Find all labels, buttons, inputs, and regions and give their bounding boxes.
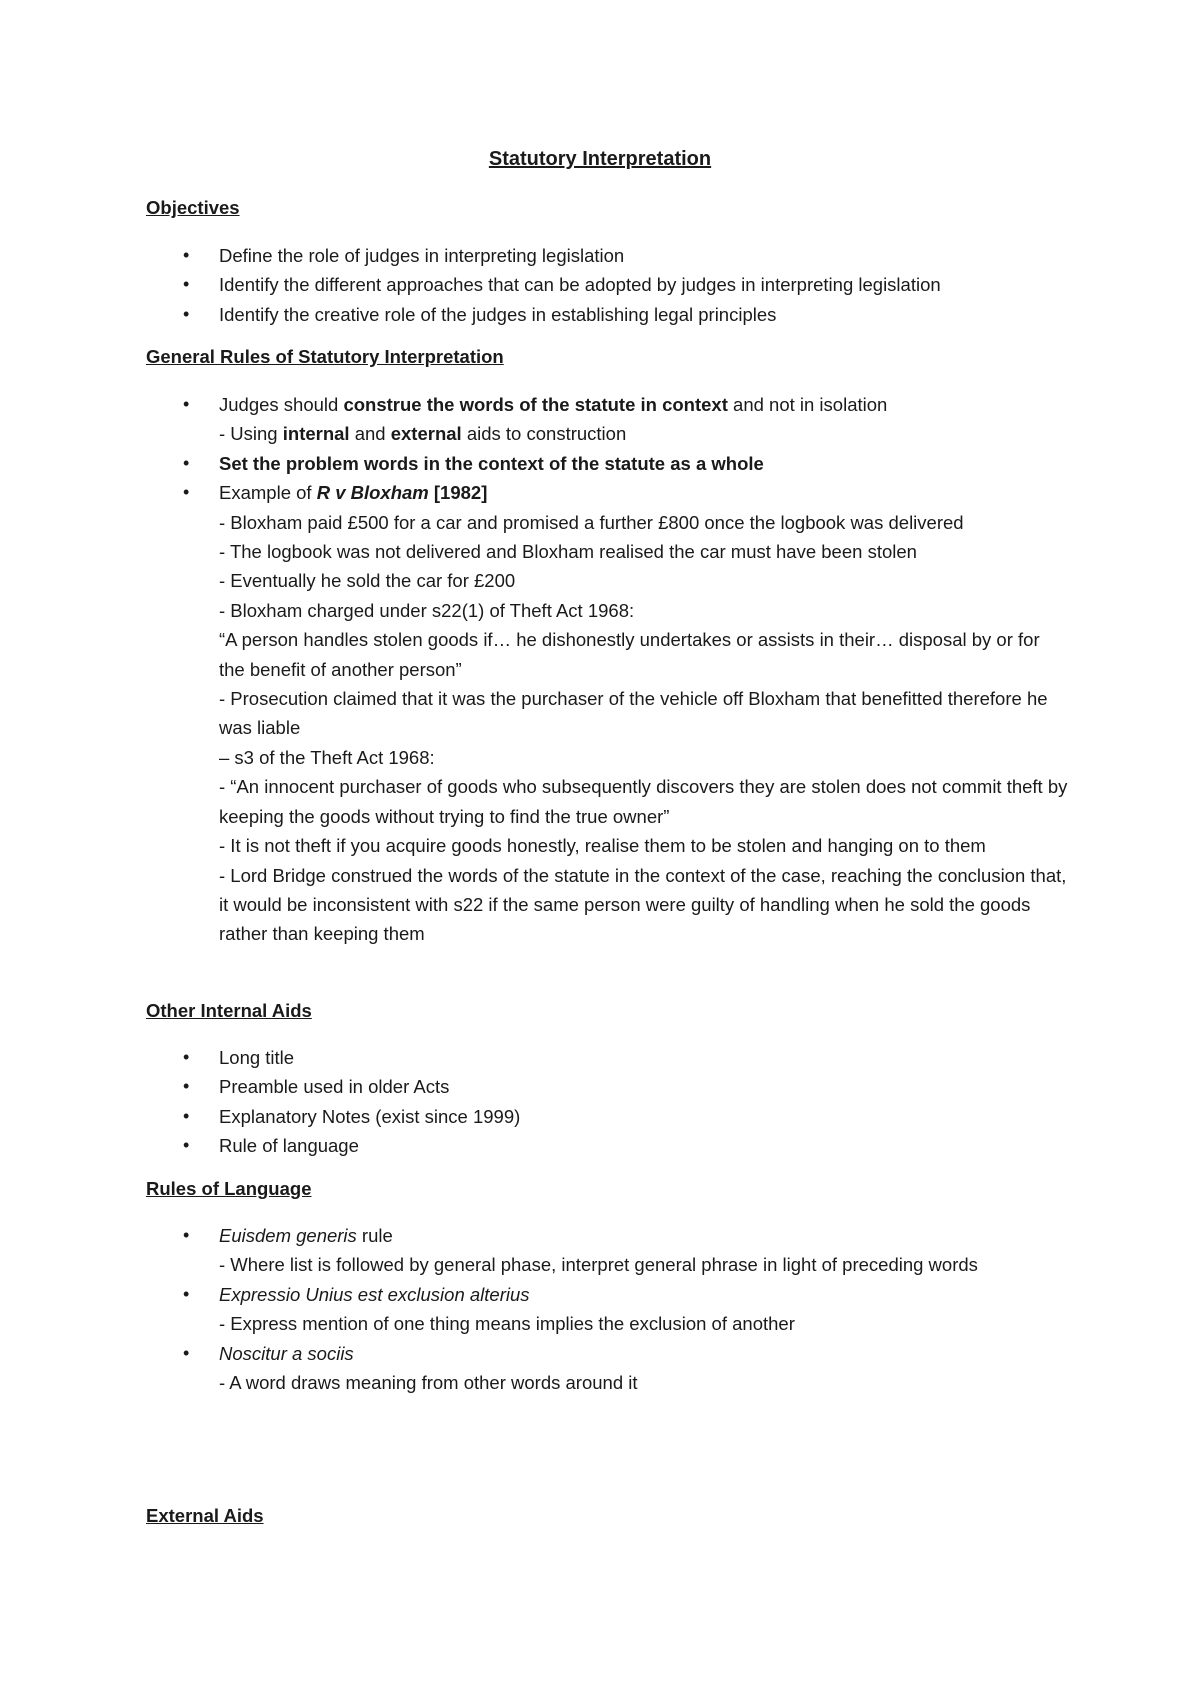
bullet-icon: •: [183, 1076, 190, 1097]
objectives-list: [0, 241, 1200, 329]
bullet-icon: •: [183, 274, 190, 295]
list-item: • Define the role of judges in interpreting legislation: [0, 241, 1200, 270]
quote-line: “A person handles stolen goods if… he dishonestly undertakes or assists in their… disposal by or for the benefit of another person”: [219, 629, 1040, 680]
bullet-icon: •: [183, 1047, 190, 1067]
sub-line: - It is not theft if you acquire goods honestly, realise them to be stolen and hanging on to them: [219, 835, 986, 857]
general-rules-list: [0, 390, 1200, 949]
bullet-icon: •: [183, 303, 190, 324]
list-item: [0, 1339, 1200, 1398]
sub-line: - Prosecution claimed that it was the purchaser of the vehicle off Bloxham that benefitted therefore he was liable: [219, 688, 1048, 739]
internal-aids-heading: Other Internal Aids: [146, 1000, 312, 1021]
list-item: • Long title: [0, 1043, 1200, 1072]
list-item: • Identify the different approaches that can be adopted by judges in interpreting legislation: [0, 270, 1200, 299]
list-item: • Euisdem generis rule - Where list is followed by general phase, interpret general phrase in light of preceding words: [0, 1221, 1200, 1280]
rules-of-language-list: [0, 1221, 1200, 1397]
bullet-icon: •: [183, 245, 190, 265]
case-name: R v Bloxham: [316, 482, 429, 504]
list-item: • Identify the creative role of the judges in establishing legal principles: [0, 300, 1200, 329]
bullet-icon: •: [183, 1225, 190, 1245]
list-item: • Explanatory Notes (exist since 1999): [0, 1102, 1200, 1131]
sub-line: - Bloxham paid £500 for a car and promised a further £800 once the logbook was delivered: [219, 511, 964, 533]
bullet-icon: •: [183, 482, 190, 503]
objectives-heading: Objectives: [146, 197, 240, 218]
quote-line: - “An innocent purchaser of goods who subsequently discovers they are stolen does not commit theft by keeping the goods without trying to find the true owner”: [219, 776, 1068, 827]
sub-line: - Express mention of one thing means implies the exclusion of another: [219, 1313, 795, 1335]
general-rules-heading: General Rules of Statutory Interpretation: [146, 346, 504, 367]
sub-line: - Where list is followed by general phase, interpret general phrase in light of preceding words: [219, 1254, 978, 1276]
list-item: • Example of R v Bloxham [1982] - Bloxham paid £500 for a car and promised a further £800 once the logbook was delivered - The logbook was not delivered and Bloxham realised the car must have been stolen - Eventually he sold the car for £200 - Bloxham charged under s22(1) of Theft Act 1968: “A person handles stolen goods if… he dishonestly undertakes or assists in their… disposal by or for the benefit of another person” - Prosecution claimed that it was the purchaser of the vehicle off Bloxham that benefitted therefore he was liable – s3 of the Theft Act 1968: - “An innocent purchaser of goods who subsequently discovers they are stolen does not commit theft by keeping the goods without trying to find the true owner” - It is not theft if you acquire goods honestly, realise them to be stolen and hanging on to them - Lord Bridge construed the words of the statute in the context of the case, reaching the conclusion that, it would be inconsistent with s22 if the same person were guilty of handling when he sold the goods rather than keeping them: [0, 478, 1069, 949]
latin-term: Euisdem generis: [219, 1225, 357, 1246]
list-item: • Rule of language: [0, 1131, 1200, 1160]
external-aids-heading: External Aids: [146, 1505, 264, 1526]
list-item: [0, 1280, 1200, 1339]
sub-line: - Bloxham charged under s22(1) of Theft Act 1968:: [219, 599, 635, 621]
bullet-icon: •: [183, 452, 190, 473]
sub-line: – s3 of the Theft Act 1968:: [219, 746, 435, 768]
bullet-icon: •: [183, 394, 190, 414]
internal-aids-list: [0, 1043, 1200, 1161]
sub-line: - The logbook was not delivered and Bloxham realised the car must have been stolen: [219, 541, 917, 563]
bullet-icon: •: [183, 1283, 190, 1304]
list-item: • Judges should construe the words of the statute in context and not in isolation - Using internal and external aids to construction: [0, 390, 1200, 449]
sub-line: - Using internal and external aids to construction: [219, 423, 627, 445]
latin-term: Expressio Unius est exclusion alterius: [219, 1283, 530, 1305]
rules-of-language-heading: Rules of Language: [146, 1178, 312, 1199]
list-item: • Preamble used in older Acts: [0, 1072, 1200, 1101]
bullet-icon: •: [183, 1135, 190, 1156]
sub-line: - A word draws meaning from other words around it: [219, 1372, 638, 1394]
bullet-icon: •: [183, 1342, 190, 1363]
sub-line: - Lord Bridge construed the words of the statute in the context of the case, reaching the conclusion that, it would be inconsistent with s22 if the same person were guilty of handling when he sold the goods rather than keeping them: [219, 864, 1067, 945]
latin-term: Noscitur a sociis: [219, 1342, 354, 1364]
list-item: • Set the problem words in the context of the statute as a whole: [0, 449, 1200, 478]
sub-line: - Eventually he sold the car for £200: [219, 570, 516, 592]
page-title: Statutory Interpretation: [488, 148, 712, 170]
bullet-icon: •: [183, 1105, 190, 1126]
